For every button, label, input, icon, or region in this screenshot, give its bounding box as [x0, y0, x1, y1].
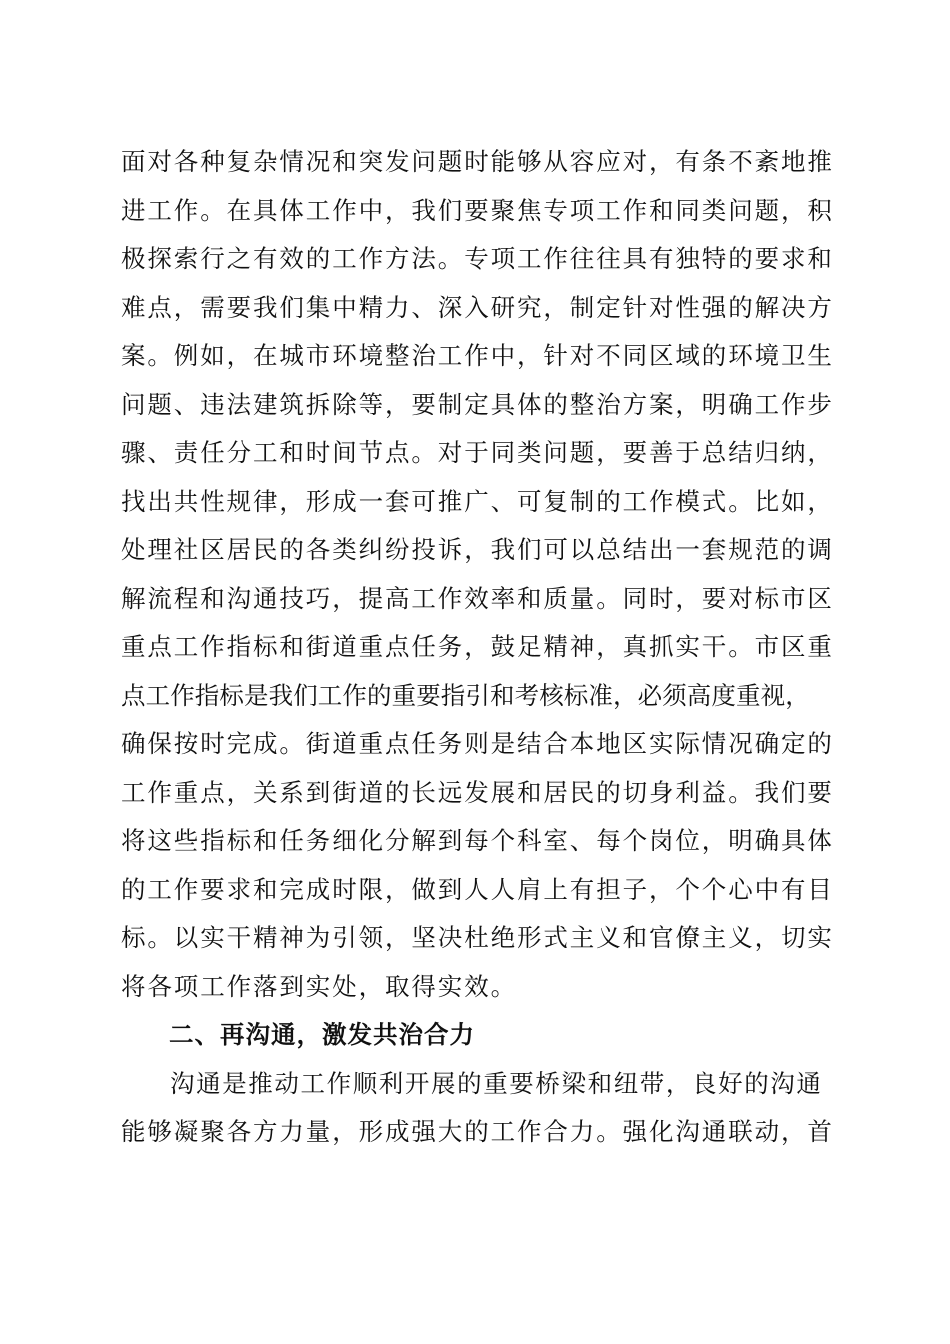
paragraph-line: 标。以实干精神为引领，坚决杜绝形式主义和官僚主义，切实	[121, 923, 834, 952]
paragraph-line: 处理社区居民的各类纠纷投诉，我们可以总结出一套规范的调	[121, 535, 834, 564]
paragraph-line: 面对各种复杂情况和突发问题时能够从容应对，有条不紊地推	[121, 147, 834, 176]
paragraph-line: 工作重点，关系到街道的长远发展和居民的切身利益。我们要	[121, 777, 834, 807]
section-heading: 二、再沟通，激发共治合力	[169, 1020, 475, 1049]
paragraph-line: 重点工作指标和街道重点任务，鼓足精神，真抓实干。市区重	[121, 632, 834, 661]
paragraph-line: 沟通是推动工作顺利开展的重要桥梁和纽带，良好的沟通	[170, 1068, 823, 1098]
paragraph-line: 案。例如，在城市环境整治工作中，针对不同区域的环境卫生	[121, 341, 834, 370]
paragraph-line: 能够凝聚各方力量，形成强大的工作合力。强化沟通联动，首	[121, 1117, 834, 1146]
paragraph-line: 问题、违法建筑拆除等，要制定具体的整治方案，明确工作步	[121, 389, 834, 419]
paragraph-line: 难点，需要我们集中精力、深入研究，制定针对性强的解决方	[121, 292, 834, 322]
paragraph-line: 将各项工作落到实处，取得实效。	[121, 971, 517, 1001]
paragraph-line: 进工作。在具体工作中，我们要聚焦专项工作和同类问题，积	[121, 195, 834, 225]
document-body	[121, 138, 841, 1157]
paragraph-line: 骤、责任分工和时间节点。对于同类问题，要善于总结归纳，	[121, 438, 834, 467]
paragraph-line: 的工作要求和完成时限，做到人人肩上有担子，个个心中有目	[121, 874, 834, 904]
paragraph-line: 将这些指标和任务细化分解到每个科室、每个岗位，明确具体	[121, 826, 834, 855]
paragraph-line: 解流程和沟通技巧，提高工作效率和质量。同时，要对标市区	[121, 583, 834, 613]
paragraph-line: 极探索行之有效的工作方法。专项工作往往具有独特的要求和	[121, 244, 834, 273]
paragraph-line: 找出共性规律，形成一套可推广、可复制的工作模式。比如，	[121, 486, 834, 516]
paragraph-line: 点工作指标是我们工作的重要指引和考核标准，必须高度重视，	[121, 680, 810, 710]
paragraph-line: 确保按时完成。街道重点任务则是结合本地区实际情况确定的	[121, 729, 834, 758]
